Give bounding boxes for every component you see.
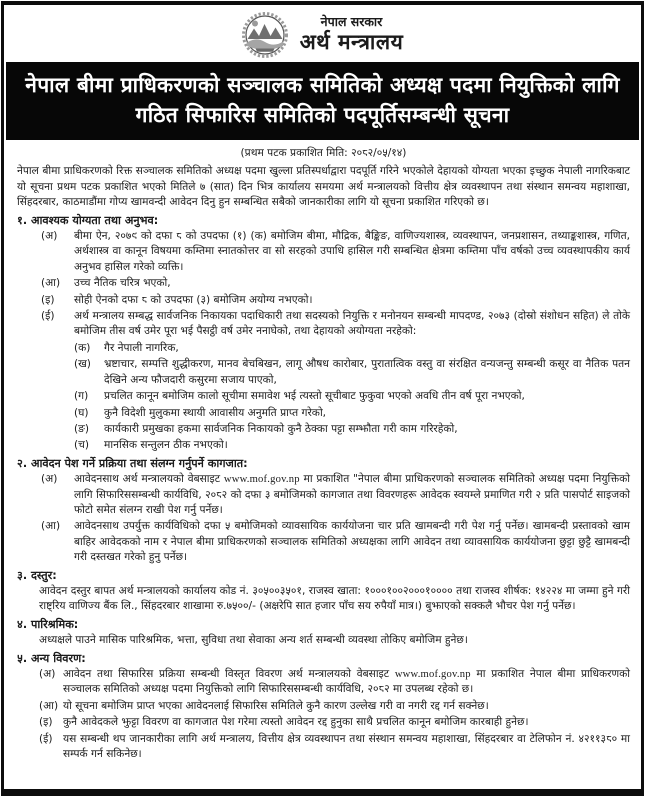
notice-title-line2: गठित सिफारिस समितिको पदपूर्तिसम्बन्धी सूचना [135, 103, 510, 127]
item-label: (ई) [39, 732, 53, 745]
section-paragraph: अध्यक्षले पाउने मासिक पारिश्रमिक, भत्ता, सुविधा तथा सेवाका अन्य शर्त सम्बन्धी व्यवस्था तोकिए बमोजिम हुनेछ। [39, 634, 468, 647]
item-text: उच्च नैतिक चरित्र भएको, [74, 277, 171, 290]
list-item [41, 519, 630, 565]
item-text: आवेदनसाथ उपर्युक्त कार्यविधिको दफा ५ बमोजिमको व्यावसायिक कार्ययोजना चार प्रति खामबन्दी गरी पेश गर्नु पर्नेछ। खामबन्दी प्रस्तावको खाम बाहिर आवेदकको नाम र नेपाल बीमा प्राधिकरणको सञ्चालक समितिको अध्यक्षका लागि आवेदन तथा व्यावसायिक कार्ययोजना छुट्टा छुट्टै खामबन्दी गरी दस्तखत गरेको हुनु पर्नेछ। [74, 520, 630, 564]
notice-section-5 [17, 651, 630, 763]
item-label: (आ) [41, 520, 61, 533]
list-item [41, 293, 630, 308]
section-heading: २. आवेदन पेश गर्ने प्रक्रिया तथा संलग्न गर्नुपर्ने कागजात: [17, 456, 248, 470]
item-label: (अ) [41, 230, 58, 243]
item-label: (अ) [39, 668, 56, 680]
section-heading: ५. अन्य विवरण: [17, 651, 86, 665]
mof-website-link[interactable]: www.mof.gov.np [223, 474, 300, 486]
section-heading: १. आवश्यक योग्यता तथा अनुभव: [17, 213, 159, 227]
item-label: (इ) [39, 716, 53, 729]
government-name: नेपाल सरकार [320, 14, 383, 30]
item-label: (ग) [74, 390, 89, 403]
list-item [74, 357, 630, 388]
item-text: अर्थ मन्त्रालय सम्बद्ध सार्वजनिक निकायका पदाधिकारी तथा सदस्यको नियुक्ति र मनोनयन सम्बन्धी मापदण्ड, २०७३ (दोस्रो संशोधन सहित) ले तोके बमोजिम तीस वर्ष उमेर पूरा भई पैसट्ठी वर्ष उमेर ननाघेको, तथा देहायको अयोग्यता नरहेको: [74, 310, 630, 338]
notice-section-1 [17, 213, 630, 454]
list-item [41, 276, 630, 291]
item-text: कुनै आवेदकले झुट्टा विवरण वा कागजात पेश गरेमा त्यस्तो आवेदन रद्द हुनुका साथै प्रचलित कानून बमोजिम कारबाही हुनेछ। [63, 716, 529, 729]
notice-section-4 [17, 617, 630, 649]
item-text: आवेदन तथा सिफारिस प्रक्रिया सम्बन्धी विस्तृत विवरण अर्थ मन्त्रालयको वेबसाइट www.mof.gov.np मा प्रकाशित नेपाल बीमा प्राधिकरणको सञ्चालक समितिको अध्यक्ष पदमा नियुक्तिको लागि सिफारिससम्बन्धी कार्यविधि, २०८२ मा उपलब्ध रहेको छ। [63, 668, 630, 696]
section-paragraph: आवेदन दस्तुर बापत अर्थ मन्त्रालयको कार्यालय कोड नं. ३०५००३५०१, राजस्व खाता: १०००१००२०००१०००० तथा राजस्व शीर्षक: १४२२४ मा जम्मा हुने गरी राष्ट्रिय वाणिज्य बैंक लि., सिंहदरबार शाखामा रु.७५००/- (अक्षरेपि सात हजार पाँच सय रुपैयाँ मात्र।) बुझाएको सक्कलै भौचर पेश गर्नु पर्नेछ। [39, 584, 630, 613]
intro-paragraph: नेपाल बीमा प्राधिकरणको रिक्त सञ्चालक समितिको अध्यक्ष पदमा खुल्ला प्रतिस्पर्धाद्वारा पदपूर्ति गरिने भएकोले देहायको योग्यता भएका इच्छुक नेपाली नागरिकबाट यो सूचना प्रथम पटक प्रकाशित भएको मितिले ७ (सात) दिन भित्र कार्यालय समयमा अर्थ मन्त्रालयको वित्तीय क्षेत्र व्यवस्थापन तथा संस्थान समन्वय महाशाखा, सिंहदरबार, काठमाडौंमा गोप्य खामवन्दी आवेदन दिनु हुन सम्बन्धित सबैको जानकारीका लागि यो सूचना प्रकाशित गरिएको छ। [17, 165, 630, 209]
item-label: (ख) [74, 358, 91, 371]
item-text: गैर नेपाली नागरिक, [104, 341, 179, 354]
notice-title-line1: नेपाल बीमा प्राधिकरणको सञ्चालक समितिको अध्यक्ष पदमा नियुक्तिको लागि [25, 73, 620, 97]
item-text: कार्यकारी प्रमुखका हकमा सार्वजनिक निकायको कुनै ठेक्का पट्टा सम्झौता गरी काम गरिरहेको, [104, 422, 458, 435]
item-label: (ई) [41, 310, 55, 323]
list-item [39, 667, 630, 698]
list-item [39, 732, 630, 763]
item-label: (इ) [41, 293, 55, 306]
section-heading: ४. पारिश्रमिक: [17, 617, 79, 631]
list-item [74, 389, 630, 404]
ministry-name: अर्थ मन्त्रालय [299, 29, 404, 54]
list-item [74, 438, 630, 453]
item-text: आवेदनसाथ अर्थ मन्त्रालयको वेबसाइट www.mof.gov.np मा प्रकाशित "नेपाल बीमा प्राधिकरणको सञ्चालक समितिको अध्यक्ष पदमा नियुक्तिको लागि सिफारिससम्बन्धी कार्यविधि, २०८२ को दफा ३ बमोजिमको कागजात तथा विवरणहरू आवेदक स्वयम्ले प्रमाणित गरी २ प्रति पासपोर्ट साइजको फोटो समेत संलग्न राखी पेश गर्नु पर्नेछ। [74, 473, 630, 516]
list-item [74, 406, 630, 421]
item-label: (अ) [41, 473, 58, 486]
notice-section-2 [17, 456, 630, 566]
item-text: यस सम्बन्धी थप जानकारीका लागि अर्थ मन्त्रालय, वित्तीय क्षेत्र व्यवस्थापन तथा संस्थान समन्वय महाशाखा, सिंहदरबार वा टेलिफोन नं. ४२११३८० मा सम्पर्क गर्न सकिनेछ। [63, 732, 630, 761]
item-text: कुनै विदेशी मुलुकमा स्थायी आवासीय अनुमति प्राप्त गरेको, [104, 406, 327, 419]
list-item [41, 472, 630, 518]
item-text: प्रचलित कानून बमोजिम कालो सूचीमा समावेश भई त्यस्तो सूचीबाट फुकुवा भएको अवधि तीन वर्ष पूरा नभएको, [104, 390, 525, 403]
item-text: सोही ऐनको दफा ८ को उपदफा (३) बमोजिम अयोग्य नभएको। [74, 293, 313, 306]
item-text: यो सूचना बमोजिम प्राप्त भएका आवेदनलाई सिफारिस समितिले कुनै कारण उल्लेख गरी वा नगरी रद्द गर्न सक्नेछ। [63, 699, 489, 712]
list-item [39, 699, 630, 714]
list-item [41, 309, 630, 340]
list-item [41, 229, 630, 275]
list-item [39, 715, 630, 730]
mof-website-link[interactable]: www.mof.gov.np [394, 669, 471, 680]
item-text: भ्रष्टाचार, सम्पत्ति शुद्धीकरण, मानव बेचबिखन, लागू औषध कारोबार, पुरातात्विक वस्तु वा संरक्षित वन्यजन्तु सम्बन्धी कसूर वा नैतिक पतन देखिने अन्य फौजदारी कसुरमा सजाय पाएको, [104, 358, 630, 386]
item-label: (ङ) [74, 422, 90, 435]
page-frame [1, 1, 644, 796]
published-date-line: (प्रथम पटक प्रकाशित मिति: २०८२/०५/१४) [240, 147, 407, 159]
item-text: मानसिक सन्तुलन ठीक नभएको। [104, 439, 228, 452]
sections-container [17, 213, 630, 763]
letterhead-text [300, 15, 404, 54]
item-text: बीमा ऐन, २०७९ को दफा ८ को उपदफा (१) (क) बमोजिम बीमा, मौद्रिक, बैङ्किङ, वाणिज्यशास्त्र, व्यवस्थापन, जनप्रशासन, तथ्याङ्कशास्त्र, गणित, अर्थशास्त्र वा कानून विषयमा कम्तिमा स्नातकोत्तर वा सो सरहको उपाधि हासिल गरी सम्बन्धित क्षेत्रमा कम्तिमा पाँच वर्षको उच्च व्यवस्थापकीय कार्य अनुभव हासिल गरेको व्यक्ति। [74, 230, 630, 273]
notice-title-banner [6, 62, 639, 140]
item-label: (आ) [39, 699, 59, 712]
list-item [74, 341, 630, 356]
notice-section-3 [17, 568, 630, 615]
section-heading: ३. दस्तुर: [17, 568, 57, 582]
list-item [74, 422, 630, 437]
nepal-government-emblem-icon [242, 12, 288, 58]
item-label: (क) [74, 341, 91, 354]
item-label: (आ) [41, 277, 61, 290]
notice-body [4, 140, 641, 762]
item-label: (घ) [74, 406, 89, 419]
item-label: (च) [74, 439, 89, 452]
letterhead [4, 5, 641, 62]
